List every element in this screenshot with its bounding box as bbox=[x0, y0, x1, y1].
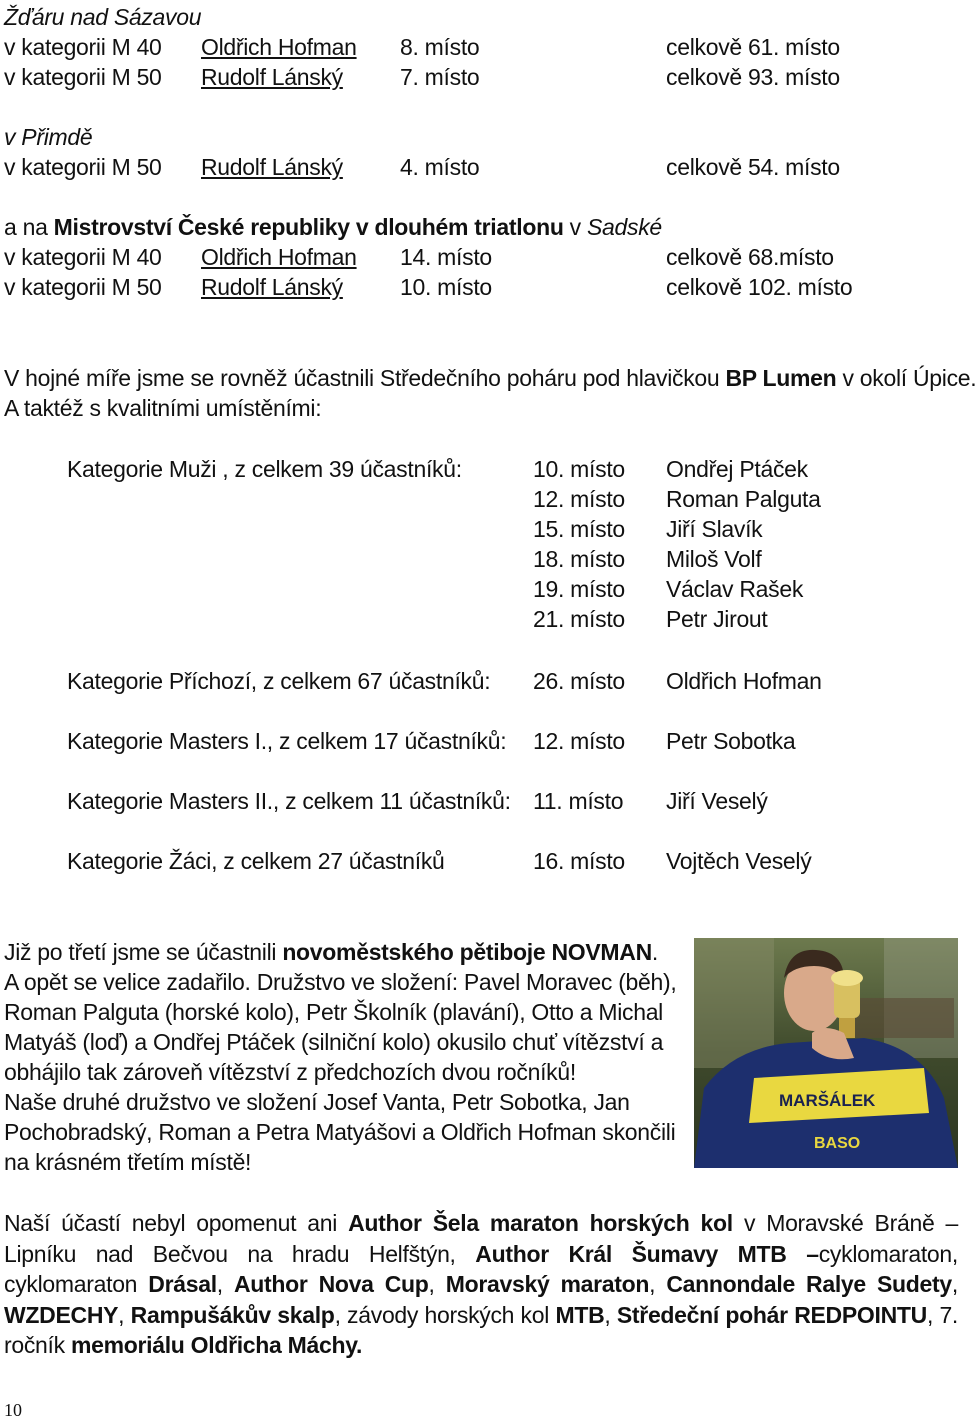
result-overall: celkově 68.místo bbox=[666, 244, 834, 270]
event-name: Author Šela maraton horských kol bbox=[348, 1210, 733, 1236]
novman-line: obhájilo tak zároveň vítězství z předchozích dvou ročníků! bbox=[4, 1059, 576, 1085]
result-place: 14. místo bbox=[400, 244, 492, 270]
category-label: Kategorie Příchozí, z celkem 67 účastníků: bbox=[67, 668, 491, 694]
final-text: , závody horských kol bbox=[334, 1301, 556, 1328]
novman-line: Pochobradský, Roman a Petra Matyášovi a Oldřich Hofman skončili bbox=[4, 1119, 676, 1145]
result-overall: celkově 61. místo bbox=[666, 34, 840, 60]
final-text: , 7. ročník bbox=[4, 1301, 959, 1358]
photo-cyclist-with-trophy bbox=[694, 938, 958, 1168]
jersey-text-2: BASO bbox=[814, 1135, 861, 1152]
category-label: Kategorie Žáci, z celkem 27 účastníků bbox=[67, 848, 445, 874]
final-text: v Moravské Bráně – Lipníku nad Bečvou na hradu Helfštýn, bbox=[4, 1210, 958, 1267]
team-name: BP Lumen bbox=[725, 365, 837, 391]
event-name: memoriálu Oldřicha Máchy. bbox=[70, 1332, 363, 1358]
event-name: novoměstského pětiboje NOVMAN bbox=[282, 939, 652, 965]
stredecni-intro bbox=[4, 363, 976, 393]
result-place: 11. místo bbox=[533, 788, 624, 814]
stredecni-subintro: A taktéž s kvalitními umístěními: bbox=[4, 395, 322, 421]
final-text: cyklomaraton, cyklomaraton bbox=[4, 1240, 958, 1297]
result-overall: celkově 102. místo bbox=[666, 274, 853, 300]
athlete-name: Rudolf Lánský bbox=[201, 274, 343, 300]
athlete-name: Oldřich Hofman bbox=[666, 668, 822, 694]
section-title-mcr bbox=[4, 212, 662, 242]
result-place: 10. místo bbox=[533, 456, 625, 482]
result-category: v kategorii M 50 bbox=[4, 64, 162, 90]
athlete-name: Miloš Volf bbox=[666, 546, 762, 572]
athlete-name: Jiří Slavík bbox=[666, 516, 763, 542]
result-place: 8. místo bbox=[400, 34, 480, 60]
section-title-primda: v Přimdě bbox=[4, 124, 93, 150]
category-label: Kategorie Muži , z celkem 39 účastníků: bbox=[67, 456, 462, 482]
final-text: , bbox=[428, 1271, 446, 1297]
athlete-name: Petr Sobotka bbox=[666, 728, 796, 754]
event-name: MTB bbox=[555, 1301, 605, 1328]
final-text: , bbox=[649, 1271, 667, 1297]
result-place: 4. místo bbox=[400, 154, 480, 180]
mcr-location: Sadské bbox=[586, 214, 662, 240]
athlete-name: Oldřich Hofman bbox=[201, 244, 357, 270]
result-place: 21. místo bbox=[533, 606, 625, 632]
novman-text: . bbox=[651, 939, 658, 965]
category-label: Kategorie Masters II., z celkem 11 účastníků: bbox=[67, 788, 511, 814]
athlete-name: Rudolf Lánský bbox=[201, 154, 343, 180]
mcr-prefix: a na bbox=[4, 214, 54, 240]
stredecni-intro-post: v okolí Úpice. bbox=[836, 365, 976, 391]
result-place: 7. místo bbox=[400, 64, 480, 90]
result-place: 18. místo bbox=[533, 546, 625, 572]
section-title-zdar: Žďáru nad Sázavou bbox=[4, 4, 202, 30]
final-text: , bbox=[216, 1271, 234, 1297]
result-overall: celkově 54. místo bbox=[666, 154, 840, 180]
final-text: , bbox=[604, 1301, 617, 1328]
event-name: WZDECHY bbox=[4, 1301, 119, 1328]
result-place: 12. místo bbox=[533, 486, 625, 512]
result-category: v kategorii M 50 bbox=[4, 154, 162, 180]
photo-illustration bbox=[694, 938, 958, 1168]
result-place: 15. místo bbox=[533, 516, 625, 542]
result-place: 19. místo bbox=[533, 576, 625, 602]
page-number: 10 bbox=[4, 1400, 22, 1420]
jersey-text: MARŠÁLEK bbox=[779, 1091, 876, 1110]
novman-line: na krásném třetím místě! bbox=[4, 1149, 252, 1175]
event-name: Author Král Šumavy MTB – bbox=[475, 1240, 819, 1267]
mcr-title: Mistrovství České republiky v dlouhém triatlonu bbox=[53, 214, 564, 240]
novman-line: Roman Palguta (horské kolo), Petr Školník (plavání), Otto a Michal bbox=[4, 999, 663, 1025]
athlete-name: Roman Palguta bbox=[666, 486, 821, 512]
event-name: Cannondale Ralye Sudety bbox=[666, 1271, 952, 1297]
novman-text: Již po třetí jsme se účastnili bbox=[4, 939, 283, 965]
stredecni-intro-text: V hojné míře jsme se rovněž účastnili Středečního poháru pod hlavičkou bbox=[4, 365, 726, 391]
result-place: 16. místo bbox=[533, 848, 625, 874]
result-place: 12. místo bbox=[533, 728, 625, 754]
event-name: Author Nova Cup bbox=[233, 1271, 429, 1297]
athlete-name: Oldřich Hofman bbox=[201, 34, 357, 60]
mcr-mid: v bbox=[563, 214, 587, 240]
result-place: 10. místo bbox=[400, 274, 492, 300]
result-category: v kategorii M 40 bbox=[4, 34, 162, 60]
novman-line: Matyáš (loď) a Ondřej Ptáček (silniční kolo) okusilo chuť vítězství a bbox=[4, 1029, 664, 1055]
athlete-name: Václav Rašek bbox=[666, 576, 804, 602]
final-text: , bbox=[951, 1271, 958, 1297]
novman-line: A opět se velice zadařilo. Družstvo ve složení: Pavel Moravec (běh), bbox=[4, 969, 677, 995]
result-category: v kategorii M 50 bbox=[4, 274, 162, 300]
athlete-name: Ondřej Ptáček bbox=[666, 456, 808, 482]
final-paragraph bbox=[4, 1208, 958, 1361]
event-name: Moravský maraton bbox=[445, 1271, 650, 1297]
novman-line: Naše druhé družstvo ve složení Josef Vanta, Petr Sobotka, Jan bbox=[4, 1089, 630, 1115]
result-category: v kategorii M 40 bbox=[4, 244, 162, 270]
novman-line bbox=[4, 937, 658, 967]
athlete-name: Petr Jirout bbox=[666, 606, 768, 632]
athlete-name: Rudolf Lánský bbox=[201, 64, 343, 90]
event-name: Středeční pohár REDPOINTU bbox=[616, 1301, 927, 1328]
final-text: Naší účastí nebyl opomenut ani bbox=[4, 1210, 349, 1236]
result-overall: celkově 93. místo bbox=[666, 64, 840, 90]
final-text: , bbox=[118, 1301, 131, 1328]
athlete-name: Vojtěch Veselý bbox=[666, 848, 812, 874]
category-label: Kategorie Masters I., z celkem 17 účastníků: bbox=[67, 728, 507, 754]
result-place: 26. místo bbox=[533, 668, 625, 694]
event-name: Rampušákův skalp bbox=[130, 1301, 335, 1328]
event-name: Drásal bbox=[148, 1271, 217, 1297]
athlete-name: Jiří Veselý bbox=[666, 788, 768, 814]
